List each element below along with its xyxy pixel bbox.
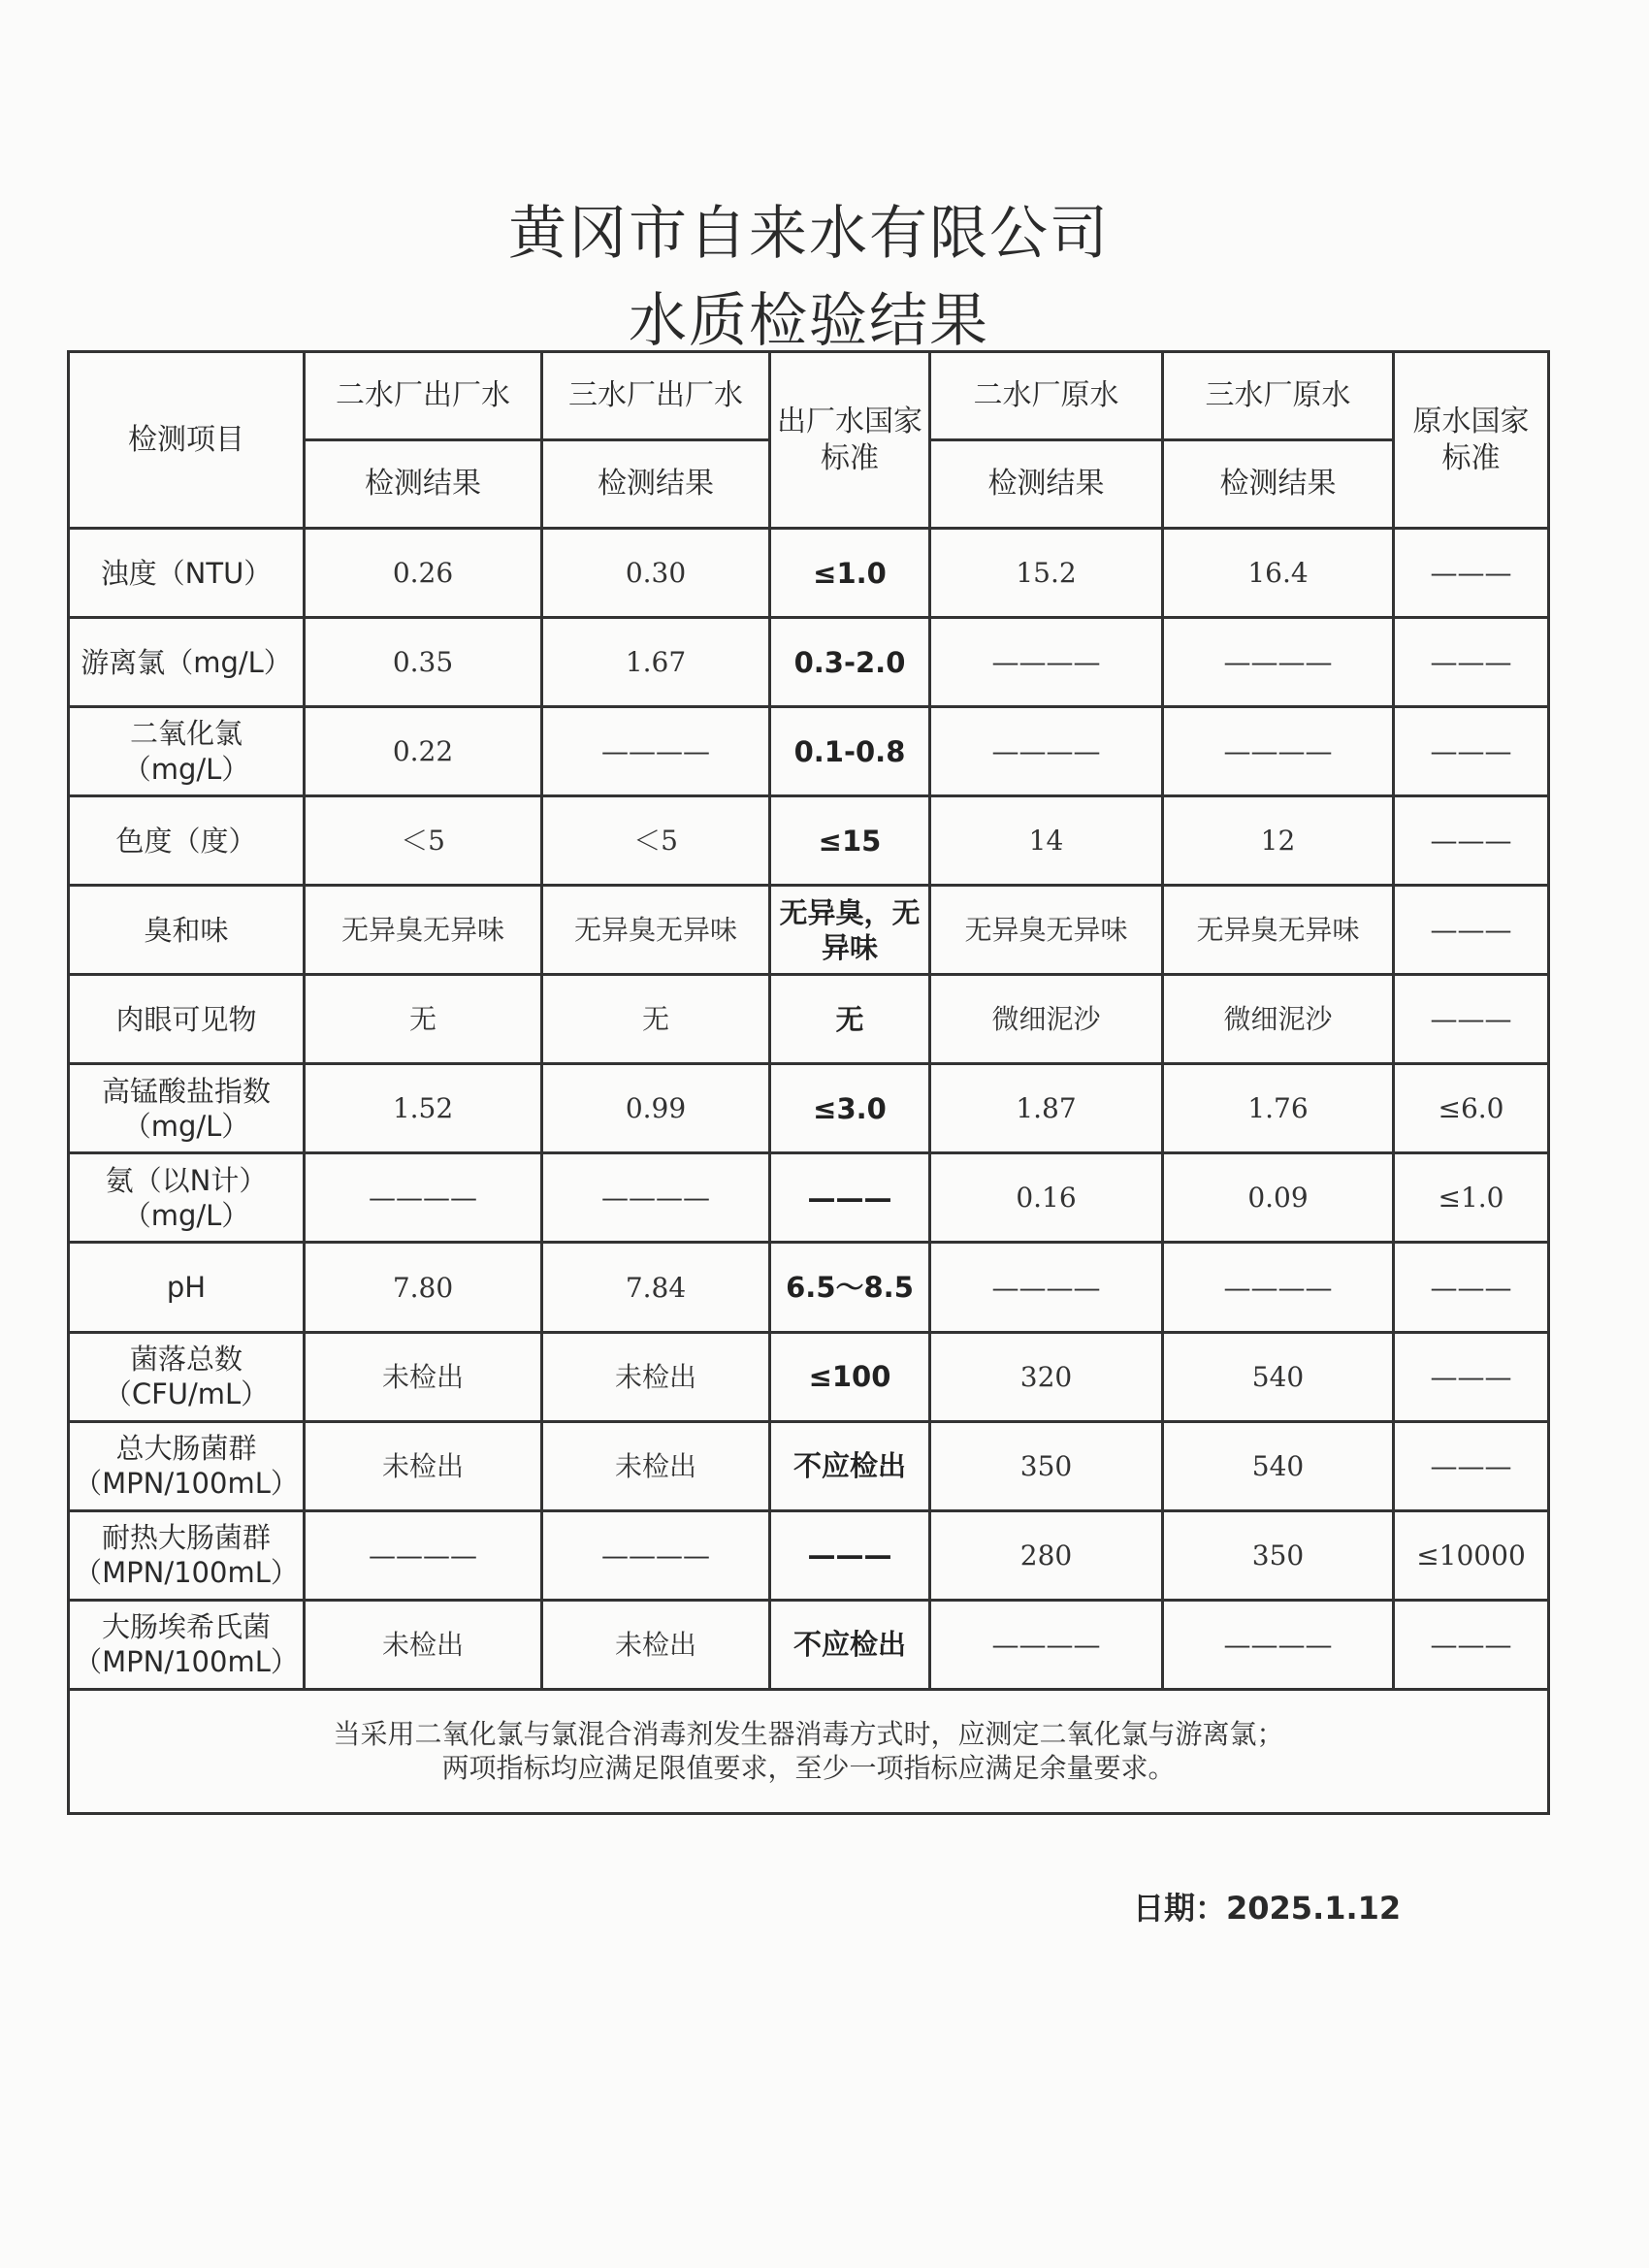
plant2-raw-value: 1.87 [930,1064,1163,1153]
table-row [69,1421,1549,1510]
row-item-label: 肉眼可见物 [69,975,305,1064]
plant2-outflow-value: ———— [305,1510,542,1600]
plant3-raw-value: 540 [1163,1421,1394,1510]
plant2-outflow-value: 7.80 [305,1243,542,1332]
outflow-standard-value: 6.5～8.5 [770,1243,930,1332]
plant3-outflow-value: 1.67 [542,618,770,707]
plant2-outflow-value: 0.22 [305,707,542,796]
raw-standard-value: ——— [1394,1600,1549,1689]
plant2-outflow-value: 未检出 [305,1332,542,1421]
plant2-raw-value: ———— [930,1600,1163,1689]
header-plant2-outflow: 二水厂出厂水 [305,352,542,440]
raw-standard-value: ——— [1394,618,1549,707]
table-row [69,1153,1549,1243]
row-item-label: 臭和味 [69,886,305,975]
report-date: 日期：2025.1.12 [1133,1890,1402,1927]
plant2-raw-value: ———— [930,1243,1163,1332]
table-row [69,796,1549,886]
document-subtitle: 水质检验结果 [629,287,989,355]
note-line-2: 两项指标均应满足限值要求，至少一项指标应满足余量要求。 [441,1752,1176,1785]
raw-standard-value: ——— [1394,707,1549,796]
outflow-standard-value: ——— [770,1510,930,1600]
raw-standard-value: ≤10000 [1394,1510,1549,1600]
plant3-outflow-value: 7.84 [542,1243,770,1332]
row-item-label: 菌落总数（CFU/mL） [69,1332,305,1421]
note-cell [69,1689,1549,1813]
row-item-label: 二氧化氯（mg/L） [69,707,305,796]
plant2-raw-value: ———— [930,707,1163,796]
plant3-raw-value: ———— [1163,618,1394,707]
row-item-label: 氨（以N计）（mg/L） [69,1153,305,1243]
row-item-label: 浊度（NTU） [69,529,305,618]
plant2-raw-value: 350 [930,1421,1163,1510]
plant2-raw-value: 14 [930,796,1163,886]
plant3-raw-value: 350 [1163,1510,1394,1600]
table-row [69,886,1549,975]
outflow-standard-value: ≤3.0 [770,1064,930,1153]
outflow-standard-value: 0.3-2.0 [770,618,930,707]
plant2-raw-value: 0.16 [930,1153,1163,1243]
plant3-outflow-value: 未检出 [542,1332,770,1421]
plant3-raw-value: ———— [1163,1243,1394,1332]
row-item-label: 高锰酸盐指数（mg/L） [69,1064,305,1153]
header-result-label: 检测结果 [930,440,1163,529]
plant3-outflow-value: 未检出 [542,1600,770,1689]
outflow-standard-value: ——— [770,1153,930,1243]
plant2-outflow-value: 无异臭无异味 [305,886,542,975]
plant3-raw-value: ———— [1163,1600,1394,1689]
plant3-outflow-value: 0.99 [542,1064,770,1153]
plant3-outflow-value: 未检出 [542,1421,770,1510]
note-row [69,1689,1549,1813]
table-row [69,1064,1549,1153]
plant3-outflow-value: ———— [542,1153,770,1243]
row-item-label: 总大肠菌群（MPN/100mL） [69,1421,305,1510]
plant3-outflow-value: 无异臭无异味 [542,886,770,975]
plant3-raw-value: 540 [1163,1332,1394,1421]
raw-standard-value: ——— [1394,529,1549,618]
row-item-label: 大肠埃希氏菌（MPN/100mL） [69,1600,305,1689]
header-plant3-outflow: 三水厂出厂水 [542,352,770,440]
header-outflow-standard: 出厂水国家标准 [770,352,930,529]
outflow-standard-value: 无异臭，无异味 [770,886,930,975]
raw-standard-value: ≤6.0 [1394,1064,1549,1153]
plant3-raw-value: 16.4 [1163,529,1394,618]
plant3-raw-value: 0.09 [1163,1153,1394,1243]
plant3-raw-value: ———— [1163,707,1394,796]
table-row [69,1600,1549,1689]
table-row [69,1243,1549,1332]
header-row-1 [69,352,1549,440]
plant2-outflow-value: 未检出 [305,1421,542,1510]
plant2-raw-value: 320 [930,1332,1163,1421]
raw-standard-value: ——— [1394,1421,1549,1510]
raw-standard-value: ——— [1394,796,1549,886]
outflow-standard-value: ≤15 [770,796,930,886]
plant2-outflow-value: ＜5 [305,796,542,886]
outflow-standard-value: 无 [770,975,930,1064]
plant3-raw-value: 1.76 [1163,1064,1394,1153]
header-result-label: 检测结果 [1163,440,1394,529]
header-result-label: 检测结果 [542,440,770,529]
outflow-standard-value: 不应检出 [770,1421,930,1510]
plant2-outflow-value: ———— [305,1153,542,1243]
water-quality-table [67,350,1550,1815]
plant2-outflow-value: 未检出 [305,1600,542,1689]
row-item-label: 色度（度） [69,796,305,886]
plant2-raw-value: 无异臭无异味 [930,886,1163,975]
raw-standard-value: ——— [1394,886,1549,975]
table-row [69,1510,1549,1600]
table-row [69,707,1549,796]
table-row [69,618,1549,707]
outflow-standard-value: 不应检出 [770,1600,930,1689]
plant2-outflow-value: 0.35 [305,618,542,707]
raw-standard-value: ≤1.0 [1394,1153,1549,1243]
plant2-raw-value: ———— [930,618,1163,707]
plant3-outflow-value: ———— [542,707,770,796]
plant3-raw-value: 12 [1163,796,1394,886]
plant3-outflow-value: ＜5 [542,796,770,886]
table-row [69,1332,1549,1421]
outflow-standard-value: ≤1.0 [770,529,930,618]
header-plant2-raw: 二水厂原水 [930,352,1163,440]
plant2-outflow-value: 0.26 [305,529,542,618]
outflow-standard-value: 0.1-0.8 [770,707,930,796]
header-raw-standard: 原水国家标准 [1394,352,1549,529]
plant2-outflow-value: 1.52 [305,1064,542,1153]
table-row [69,975,1549,1064]
header-result-label: 检测结果 [305,440,542,529]
plant3-outflow-value: 无 [542,975,770,1064]
plant3-outflow-value: 0.30 [542,529,770,618]
outflow-standard-value: ≤100 [770,1332,930,1421]
row-item-label: 游离氯（mg/L） [69,618,305,707]
plant2-raw-value: 15.2 [930,529,1163,618]
plant2-outflow-value: 无 [305,975,542,1064]
header-plant3-raw: 三水厂原水 [1163,352,1394,440]
raw-standard-value: ——— [1394,1332,1549,1421]
raw-standard-value: ——— [1394,1243,1549,1332]
plant2-raw-value: 微细泥沙 [930,975,1163,1064]
plant3-outflow-value: ———— [542,1510,770,1600]
row-item-label: 耐热大肠菌群（MPN/100mL） [69,1510,305,1600]
document-title: 黄冈市自来水有限公司 [508,200,1110,268]
plant3-raw-value: 无异臭无异味 [1163,886,1394,975]
note-line-1: 当采用二氧化氯与氯混合消毒剂发生器消毒方式时，应测定二氧化氯与游离氯； [333,1718,1284,1751]
header-item: 检测项目 [69,352,305,529]
plant3-raw-value: 微细泥沙 [1163,975,1394,1064]
table-row [69,529,1549,618]
row-item-label: pH [69,1243,305,1332]
raw-standard-value: ——— [1394,975,1549,1064]
plant2-raw-value: 280 [930,1510,1163,1600]
